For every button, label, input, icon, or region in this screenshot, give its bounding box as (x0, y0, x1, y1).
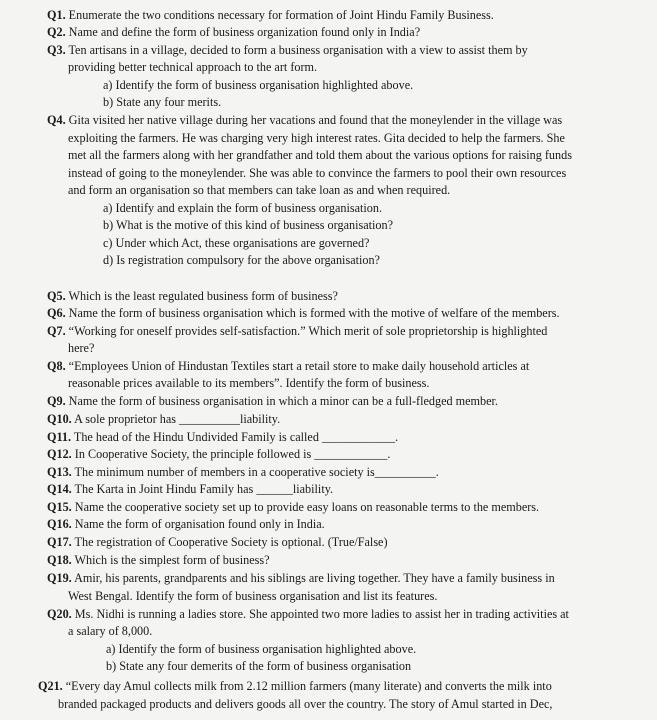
question-line (47, 306, 560, 321)
question-text: providing better technical approach to the art form. (68, 60, 318, 74)
question-line (47, 8, 494, 23)
question-text: d) Is registration compulsory for the above organisation? (103, 253, 380, 267)
question-number: Q4. (47, 113, 66, 127)
question-line (47, 412, 280, 427)
question-line (68, 183, 450, 198)
question-line (68, 589, 437, 604)
question-text: exploiting the farmers. He was charging very high interest rates. Gita decided to help the farmers. She (68, 131, 565, 145)
question-text: Name the form of organisation found only in India. (74, 517, 325, 531)
question-text: instead of going to the moneylender. She was able to convince the farmers to pool their own resources (68, 166, 567, 180)
sub-question-line (103, 201, 382, 216)
question-line (47, 113, 562, 128)
question-number: Q7. (47, 324, 66, 338)
question-number: Q8. (47, 359, 66, 373)
question-line (47, 43, 528, 58)
question-text: c) Under which Act, these organisations are governed? (103, 236, 370, 250)
question-text: “Working for oneself provides self-satisfaction.” Which merit of sole proprietorship is highlighted (68, 324, 548, 338)
question-text: A sole proprietor has __________liability. (74, 412, 281, 426)
question-text: branded packaged products and delivers goods all over the country. The story of Amul started in Dec, (58, 697, 553, 711)
question-text: a salary of 8,000. (68, 624, 153, 638)
sub-question-line (103, 78, 413, 93)
question-number: Q6. (47, 306, 66, 320)
question-text: The head of the Hindu Undivided Family is called ____________. (73, 430, 399, 444)
question-number: Q3. (47, 43, 66, 57)
question-line (47, 394, 498, 409)
question-number: Q5. (47, 289, 66, 303)
sub-question-line (106, 642, 416, 657)
question-number: Q20. (47, 607, 72, 621)
question-line (47, 25, 420, 40)
question-number: Q16. (47, 517, 72, 531)
question-number: Q11. (47, 430, 72, 444)
question-line (47, 571, 555, 586)
question-text: The Karta in Joint Hindu Family has ______liability. (74, 482, 334, 496)
question-number: Q21. (38, 679, 63, 693)
question-text: Gita visited her native village during her vacations and found that the moneylender in the village was (68, 113, 563, 127)
sub-question-line (103, 95, 221, 110)
question-text: West Bengal. Identify the form of business organisation and list its features. (68, 589, 438, 603)
question-number: Q10. (47, 412, 72, 426)
question-line (68, 166, 566, 181)
question-text: “Every day Amul collects milk from 2.12 million farmers (many literate) and converts the milk into (65, 679, 552, 693)
question-text: “Employees Union of Hindustan Textiles start a retail store to make daily household articles at (68, 359, 530, 373)
question-text: Which is the least regulated business form of business? (68, 289, 338, 303)
question-text: reasonable prices available to its members”. Identify the form of business. (68, 376, 430, 390)
question-text: In Cooperative Society, the principle followed is ____________. (74, 447, 391, 461)
question-text: Name the cooperative society set up to provide easy loans on reasonable terms to the members. (74, 500, 540, 514)
question-line (47, 289, 338, 304)
question-line (47, 482, 333, 497)
question-text: Name and define the form of business organization found only in India? (68, 25, 421, 39)
question-number: Q12. (47, 447, 72, 461)
question-line (68, 148, 572, 163)
question-number: Q14. (47, 482, 72, 496)
question-line (47, 517, 325, 532)
question-text: b) What is the motive of this kind of business organisation? (103, 218, 393, 232)
sub-question-line (103, 253, 380, 268)
question-line (47, 553, 270, 568)
question-number: Q17. (47, 535, 72, 549)
question-text: and form an organisation so that members can take loan as and when required. (68, 183, 451, 197)
question-line (68, 341, 94, 356)
question-number: Q19. (47, 571, 72, 585)
question-text: Ten artisans in a village, decided to form a business organisation with a view to assist them by (68, 43, 528, 57)
sub-question-line (106, 659, 411, 674)
question-text: here? (68, 341, 95, 355)
question-line (58, 697, 552, 712)
question-text: b) State any four merits. (103, 95, 222, 109)
question-line (47, 465, 439, 480)
question-line (47, 447, 390, 462)
question-text: Which is the simplest form of business? (74, 553, 270, 567)
question-text: b) State any four demerits of the form of business organisation (106, 659, 412, 673)
question-text: a) Identify the form of business organisation highlighted above. (103, 78, 414, 92)
question-number: Q1. (47, 8, 66, 22)
question-line (47, 535, 388, 550)
question-line (68, 624, 152, 639)
question-line (47, 359, 529, 374)
question-line (47, 430, 398, 445)
question-text: The minimum number of members in a cooperative society is__________. (74, 465, 439, 479)
question-text: The registration of Cooperative Society is optional. (True/False) (74, 535, 388, 549)
question-text: Enumerate the two conditions necessary for formation of Joint Hindu Family Business. (68, 8, 494, 22)
question-text: Amir, his parents, grandparents and his siblings are living together. They have a family business in (74, 571, 555, 585)
question-text: a) Identify and explain the form of business organisation. (103, 201, 383, 215)
question-text: met all the farmers along with her grandfather and told them about the various options for raising funds (68, 148, 572, 162)
question-text: a) Identify the form of business organisation highlighted above. (106, 642, 417, 656)
question-number: Q2. (47, 25, 66, 39)
question-number: Q18. (47, 553, 72, 567)
sub-question-line (103, 218, 393, 233)
question-line (68, 131, 565, 146)
question-number: Q9. (47, 394, 66, 408)
question-line (47, 500, 539, 515)
question-line (68, 376, 429, 391)
sub-question-line (103, 236, 369, 251)
question-number: Q15. (47, 500, 72, 514)
question-text: Name the form of business organisation which is formed with the motive of welfare of the members. (68, 306, 560, 320)
question-line (47, 324, 547, 339)
question-line (38, 679, 552, 694)
question-line (47, 607, 569, 622)
question-line (68, 60, 317, 75)
question-text: Name the form of business organisation in which a minor can be a full-fledged member. (68, 394, 498, 408)
question-text: Ms. Nidhi is running a ladies store. She appointed two more ladies to assist her in trading activities at (74, 607, 569, 621)
question-number: Q13. (47, 465, 72, 479)
